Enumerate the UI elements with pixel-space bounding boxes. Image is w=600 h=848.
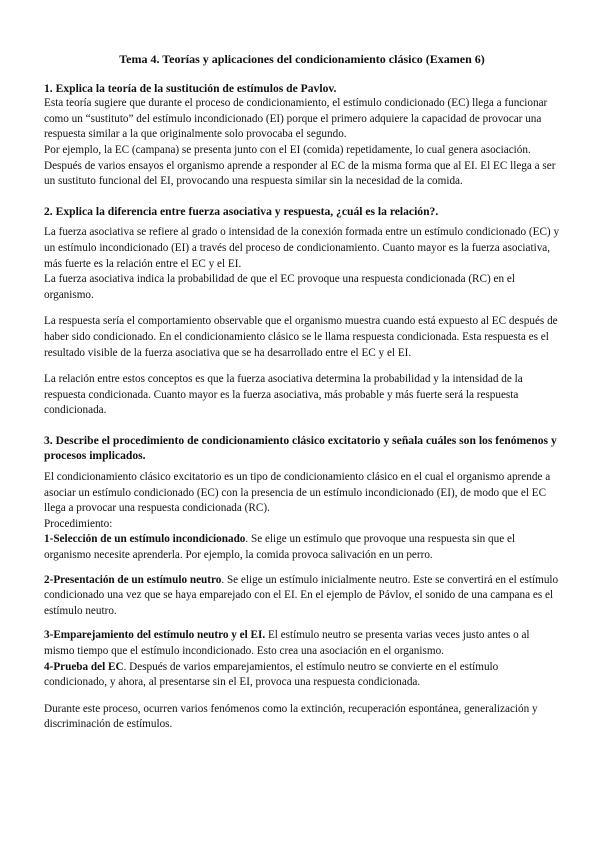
procedure-step-3-lead: 3-Emparejamiento del estímulo neutro y el EI. bbox=[44, 629, 266, 642]
procedure-step-3-text: El estímulo neutro se presenta varias veces justo antes o al mismo tiempo que el estímulo incondicionado. Esto crea una asociación en el organismo. bbox=[44, 629, 530, 657]
procedure-step-1-lead: 1-Selección de un estímulo incondicionado bbox=[44, 533, 246, 546]
question-3-closing: Durante este proceso, ocurren varios fenómenos como la extinción, recuperación espontánea, generalización y discriminación de estímulos. bbox=[44, 702, 538, 731]
procedure-label: Procedimiento: bbox=[44, 517, 113, 530]
procedure-step-2-text: . Se elige un estímulo inicialmente neutro. Este se convertirá en el estímulo condicionado una vez que se haya emparejado con el EI. En el ejemplo de Pávlov, el sonido de una campana es el estímulo neutro. bbox=[44, 573, 559, 617]
question-2-heading: 2. Explica la diferencia entre fuerza asociativa y respuesta, ¿cuál es la relación?. bbox=[44, 204, 439, 218]
question-3-paragraph-1: El condicionamiento clásico excitatorio es un tipo de condicionamiento clásico en el cual el organismo aprende a asociar un estímulo condicionado (EC) con la presencia de un estímulo incondicionado (EI), de modo que el EC llega a provocar una respuesta condicionada (RC). bbox=[44, 471, 551, 515]
question-1-paragraph-1: Esta teoría sugiere que durante el proceso de condicionamiento, el estímulo condicionado (EC) llega a funcionar como un “sustituto” del estímulo incondicionado (EI) porque el primero adquiere la capacidad de provocar una respuesta similar a la que originalmente solo provocaba el segundo. bbox=[44, 97, 548, 141]
procedure-step-3 bbox=[44, 628, 560, 659]
procedure-step-2-lead: 2-Presentación de un estímulo neutro bbox=[44, 573, 222, 586]
procedure-step-1-text: . Se elige un estímulo que provoque una respuesta sin que el organismo necesite aprenderla. Por ejemplo, la comida provoca salivación en un perro. bbox=[44, 533, 516, 562]
question-1-paragraph-2: Por ejemplo, la EC (campana) se presenta junto con el EI (comida) repetidamente, lo cual genera asociación. Después de varios ensayos el organismo aprende a responder al EC de la misma forma que al EI. El EC llega a ser un sustituto funcional del EI, provocando una respuesta similar sin la necesidad de la comida. bbox=[44, 143, 556, 188]
question-2-paragraph-2: La fuerza asociativa indica la probabilidad de que el EC provoque una respuesta condicionada (RC) en el organismo. bbox=[44, 273, 515, 301]
document-page bbox=[44, 52, 560, 733]
question-1-heading: 1. Explica la teoría de la sustitución de estímulos de Pavlov. bbox=[44, 81, 337, 95]
document-title: Tema 4. Teorías y aplicaciones del condicionamiento clásico (Examen 6) bbox=[119, 52, 485, 66]
question-3-heading: 3. Describe el procedimiento de condicionamiento clásico excitatorio y señala cuáles son los fenómenos y procesos implicados. bbox=[44, 433, 557, 463]
question-2-paragraph-1: La fuerza asociativa se refiere al grado o intensidad de la conexión formada entre un estímulo condicionado (EC) y un estímulo incondicionado (EI) a través del proceso de condicionamiento. Cuanto mayor es la fuerza asociativa, más fuerte es la relación entre el EC y el EI. bbox=[44, 226, 560, 270]
procedure-step-4-lead: 4-Prueba del EC bbox=[44, 660, 124, 673]
procedure-step-4-text: . Después de varios emparejamientos, el estímulo neutro se convierte en el estímulo condicionado, y ahora, al presentarse sin el EI, provoca una respuesta condicionada. bbox=[44, 660, 499, 689]
procedure-step-4 bbox=[44, 660, 560, 691]
question-2-paragraph-3: La respuesta sería el comportamiento observable que el organismo muestra cuando está expuesto al EC después de haber sido condicionado. En el condicionamiento clásico se le llama respuesta condicionada. Esta respuesta es el resultado visible de la fuerza asociativa que se ha desarrollado entre el EC y el EI. bbox=[44, 315, 558, 359]
procedure-step-1 bbox=[44, 532, 560, 563]
question-2-paragraph-4: La relación entre estos conceptos es que la fuerza asociativa determina la probabilidad y la intensidad de la respuesta condicionada. Cuanto mayor es la fuerza asociativa, más probable y más fuerte será la respuesta condicionada. bbox=[44, 373, 523, 417]
procedure-step-2 bbox=[44, 573, 560, 620]
